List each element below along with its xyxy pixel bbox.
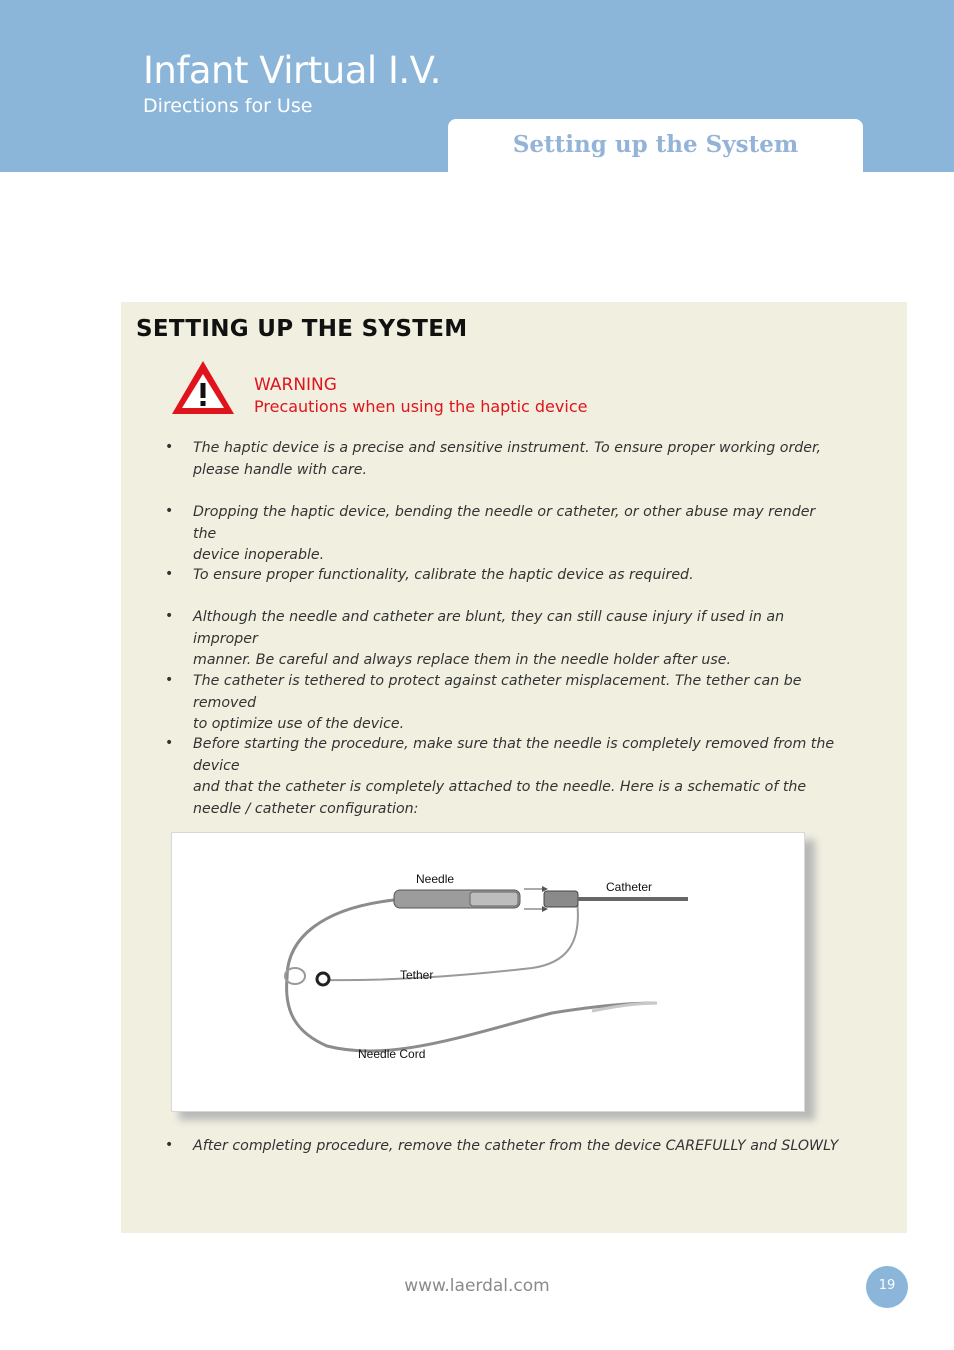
warning-title: WARNING xyxy=(254,375,337,395)
bullet-line: After completing procedure, remove the catheter from the device CAREFULLY and SLOWLY xyxy=(193,1138,839,1154)
bullet-line: Before starting the procedure, make sure that the needle is completely removed from the device xyxy=(193,736,835,774)
bullet-marker: • xyxy=(165,439,174,455)
section-tab-label: Setting up the System xyxy=(512,131,799,158)
needle-catheter-schematic xyxy=(171,832,805,1112)
page-number-badge xyxy=(866,1266,908,1308)
tether-label: Tether xyxy=(400,968,434,982)
bullet-marker: • xyxy=(165,566,174,582)
content-panel xyxy=(121,302,907,1233)
schematic-drawing xyxy=(172,833,806,1113)
bullet-marker: • xyxy=(165,1137,174,1153)
document-title: Infant Virtual I.V. xyxy=(143,49,441,92)
bullet-item xyxy=(193,734,843,820)
page-number: 19 xyxy=(878,1278,896,1293)
needle-label: Needle xyxy=(416,872,455,886)
tether-line xyxy=(324,900,578,980)
bullet-line: Dropping the haptic device, bending the needle or catheter, or other abuse may render the xyxy=(193,504,816,542)
warning-text: Precautions when using the haptic device xyxy=(254,397,588,416)
bullet-item xyxy=(193,438,843,481)
section-heading: SETTING UP THE SYSTEM xyxy=(136,316,468,342)
warning-triangle-icon xyxy=(169,357,237,417)
bullet-item xyxy=(193,502,843,567)
bullet-line: needle / catheter configuration: xyxy=(193,800,419,817)
needle-cord-line xyxy=(287,900,657,1051)
bullet-line: The catheter is tethered to protect against catheter misplacement. The tether can be removed xyxy=(193,673,802,711)
catheter-label: Catheter xyxy=(606,880,653,894)
bullet-item xyxy=(193,607,843,672)
bullet-marker: • xyxy=(165,672,174,688)
document-subtitle: Directions for Use xyxy=(143,95,313,117)
bullet-item xyxy=(193,565,843,587)
bullet-line: The haptic device is a precise and sensitive instrument. To ensure proper working order, xyxy=(193,440,822,456)
footer-url[interactable]: www.laerdal.com xyxy=(404,1276,550,1296)
bullet-marker: • xyxy=(165,735,174,751)
section-tab xyxy=(448,119,863,173)
tether-ring-icon xyxy=(317,973,329,985)
catheter-tube xyxy=(578,897,688,901)
catheter-hub xyxy=(544,891,578,907)
bullet-line: manner. Be careful and always replace them in the needle holder after use. xyxy=(193,652,732,668)
header-band xyxy=(0,0,954,172)
bullet-line: To ensure proper functionality, calibrate the haptic device as required. xyxy=(193,567,694,583)
bullet-line: Although the needle and catheter are blunt, they can still cause injury if used in an improper xyxy=(193,609,785,647)
bullet-item xyxy=(193,671,843,736)
bullet-marker: • xyxy=(165,608,174,624)
bullet-line: to optimize use of the device. xyxy=(193,716,405,732)
bullet-item xyxy=(193,1136,853,1158)
bullet-line: please handle with care. xyxy=(193,461,368,478)
needle-cord-label: Needle Cord xyxy=(358,1047,426,1061)
bullet-line: and that the catheter is completely attached to the needle. Here is a schematic of the xyxy=(193,779,807,795)
bullet-line: device inoperable. xyxy=(193,547,325,563)
bullet-marker: • xyxy=(165,503,174,519)
